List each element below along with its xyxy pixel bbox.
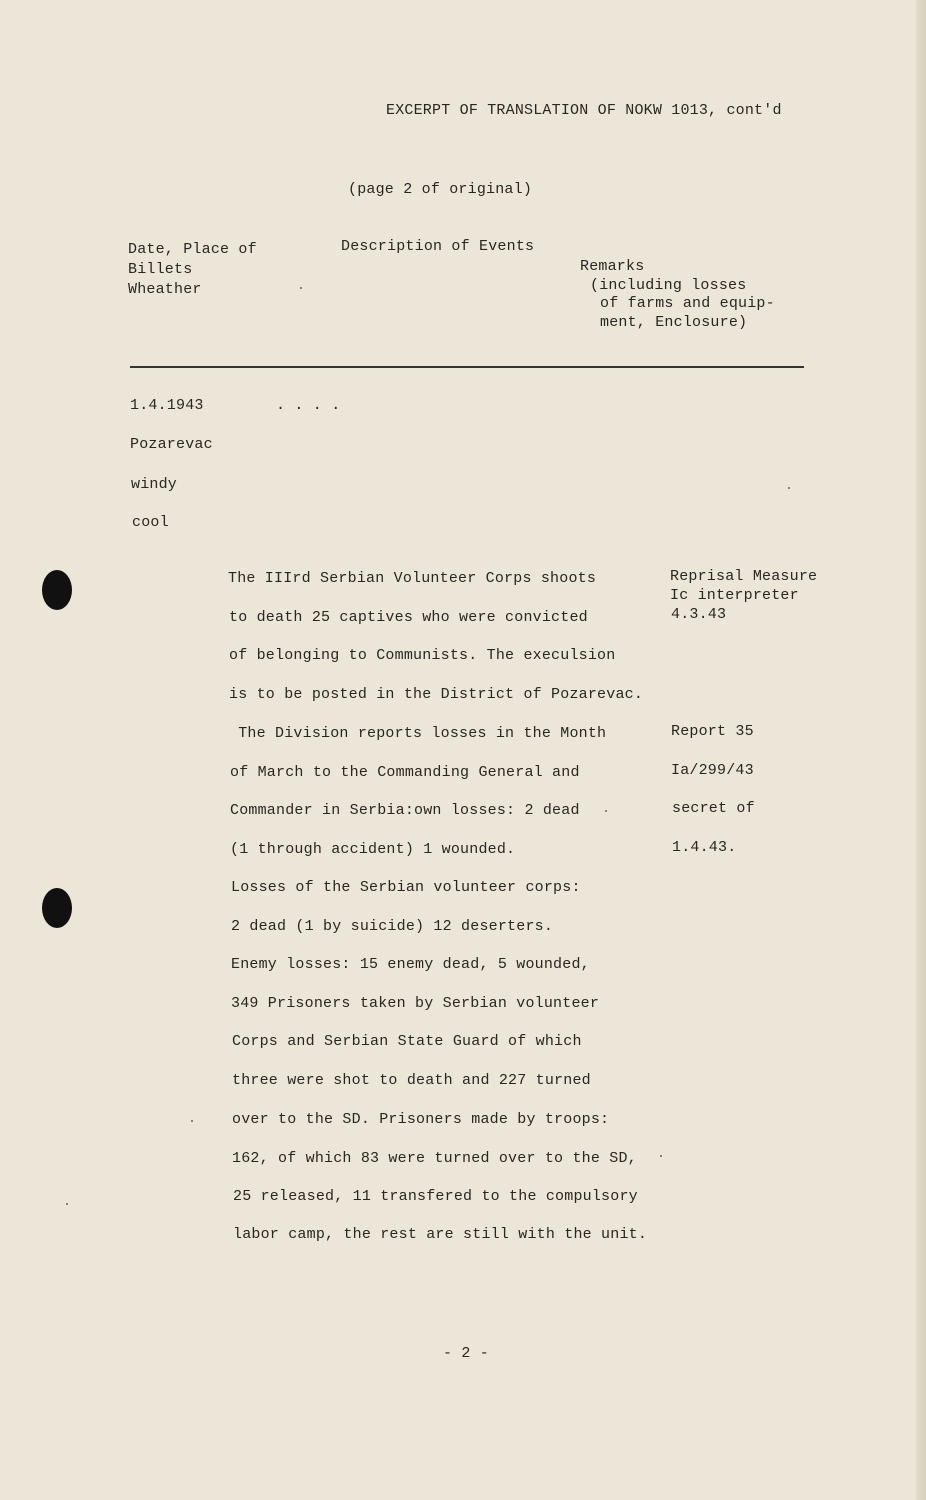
event-line: Corps and Serbian State Guard of which [232, 1033, 582, 1050]
event-line: of March to the Commanding General and [230, 764, 580, 781]
event-line: three were shot to death and 227 turned [232, 1072, 591, 1089]
event-line: The IIIrd Serbian Volunteer Corps shoots [228, 570, 597, 587]
column-header-weather: Wheather [128, 281, 202, 298]
column-header-remarks-line3: of farms and equip- [600, 295, 775, 312]
paper-speck [660, 1155, 662, 1157]
paper-speck [300, 287, 302, 289]
column-header-description: Description of Events [341, 238, 535, 255]
remark-line: Ia/299/43 [671, 762, 754, 779]
paper-speck [191, 1120, 193, 1122]
column-header-remarks: Remarks [580, 258, 645, 275]
event-line: 349 Prisoners taken by Serbian volunteer [231, 995, 600, 1012]
remark-line: Report 35 [671, 723, 754, 740]
paper-speck [605, 810, 607, 812]
column-header-billets: Billets [128, 261, 193, 278]
event-line: 2 dead (1 by suicide) 12 deserters. [231, 918, 554, 935]
document-title: EXCERPT OF TRANSLATION OF NOKW 1013, cont'd [386, 102, 782, 119]
event-line: Commander in Serbia:own losses: 2 dead [230, 802, 580, 819]
entry-place: Pozarevac [130, 436, 213, 453]
remark-line: secret of [672, 800, 755, 817]
remark-line: 1.4.43. [672, 839, 737, 856]
event-line: to death 25 captives who were convicted [229, 609, 588, 626]
remark-line: Ic interpreter [670, 587, 799, 604]
event-line: labor camp, the rest are still with the unit. [233, 1226, 648, 1243]
paper-edge [916, 0, 926, 1500]
punch-hole-bottom [42, 888, 72, 928]
remark-line: 4.3.43 [671, 606, 727, 623]
paper-speck [788, 487, 790, 489]
punch-hole-top [42, 570, 72, 610]
event-line: of belonging to Communists. The execulsion [229, 647, 616, 664]
page-note: (page 2 of original) [348, 181, 533, 198]
event-line: 25 released, 11 transfered to the compulsory [233, 1188, 638, 1205]
event-line: (1 through accident) 1 wounded. [230, 841, 516, 858]
paper-speck [66, 1203, 68, 1205]
column-header-remarks-line2: (including losses [590, 277, 747, 294]
entry-date: 1.4.1943 [130, 397, 204, 414]
event-line: is to be posted in the District of Pozarevac. [229, 686, 644, 703]
event-line: 162, of which 83 were turned over to the SD, [232, 1150, 637, 1167]
entry-weather-1: windy [131, 476, 178, 493]
remark-line: Reprisal Measure [670, 568, 818, 585]
event-line: over to the SD. Prisoners made by troops: [232, 1111, 610, 1128]
header-divider [130, 366, 804, 368]
entry-weather-2: cool [132, 514, 169, 531]
page-number: - 2 - [443, 1345, 490, 1362]
event-line: Enemy losses: 15 enemy dead, 5 wounded, [231, 956, 590, 973]
column-header-date: Date, Place of [128, 241, 257, 258]
column-header-remarks-line4: ment, Enclosure) [600, 314, 748, 331]
event-line: The Division reports losses in the Month [229, 725, 607, 742]
entry-ellipsis: . . . . [276, 397, 341, 414]
event-line: Losses of the Serbian volunteer corps: [231, 879, 581, 896]
